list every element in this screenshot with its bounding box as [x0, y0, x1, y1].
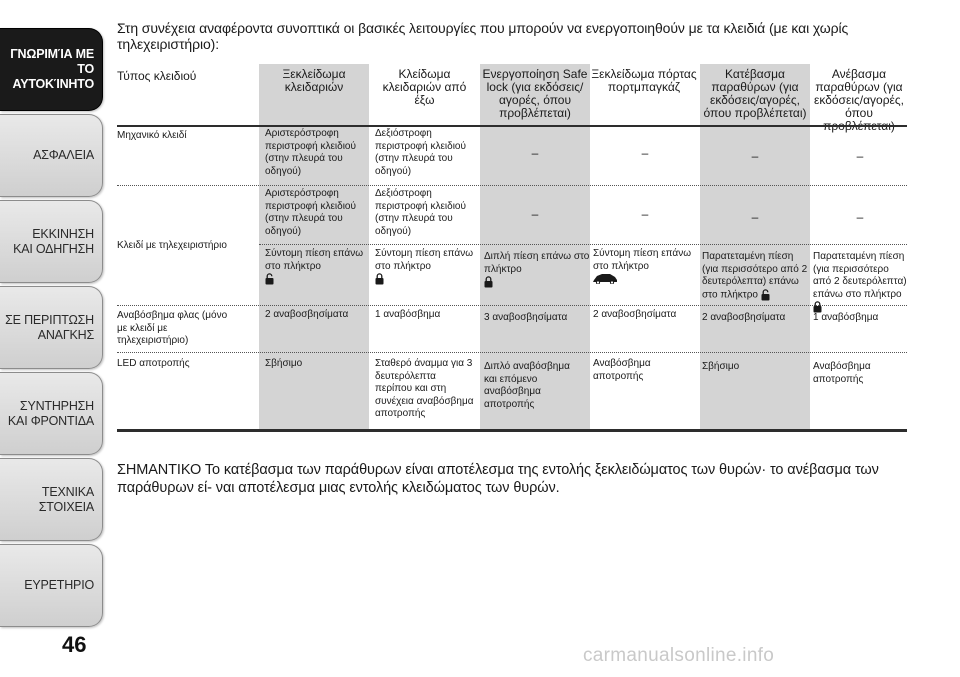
header-safe-lock: Ενεργοποίηση Safe lock (για εκδόσεις/ αγορές, όπου προβλέπεται) — [482, 67, 588, 120]
cell-press-trunk — [593, 248, 697, 273]
tab-technical-data[interactable]: ΤΕΧΝΙΚΑ ΣΤΟΙΧΕΙΑ — [0, 458, 103, 541]
key-functions-table — [117, 64, 907, 432]
press-text: Παρατεταμένη πίεση (για περισσότερο από 2 δευτερόλεπτα) επάνω στο πλήκτρο — [702, 251, 808, 301]
cell-press-windows-up — [813, 251, 907, 314]
cell-mech-lock: Δεξιόστροφη περιστροφή κλειδιού (στην πλευρά του οδηγού) — [375, 128, 466, 177]
cell-flash-unlock: 2 αναβοσβησίματα — [265, 309, 349, 320]
intro-text: Στη συνέχεια αναφέροντα συνοπτικά οι βασικές λειτουργίες που μπορούν να ενεργοποιηθούν με τα κλειδιά (με και χωρίς τηλεχειριστήριο): — [117, 20, 849, 52]
cell-dash: – — [531, 207, 539, 221]
header-trunk-unlock: Ξεκλείδωμα πόρτας πορτμπαγκάζ — [591, 67, 697, 94]
header-divider — [117, 125, 907, 127]
header-windows-down: Κατέβασμα παραθύρων (για εκδόσεις/αγορές, όπου προβλέπεται) — [703, 67, 807, 120]
cell-dash: – — [856, 149, 864, 163]
cell-led-trunk: Αναβόσβημα αποτροπής — [593, 358, 651, 382]
cell-led-windows-down: Σβήσιμο — [702, 361, 740, 372]
press-text: Διπλή πίεση επάνω στο πλήκτρο — [484, 251, 590, 275]
cell-dash: – — [641, 207, 649, 221]
press-text: Σύντομη πίεση επάνω στο πλήκτρο — [593, 248, 692, 272]
row-divider — [259, 244, 907, 245]
tab-index[interactable]: ΕΥΡΕΤΗΡΙΟ — [0, 544, 103, 627]
cell-dash: – — [641, 146, 649, 160]
unlock-button-icon — [265, 273, 274, 285]
cell-press-safe-lock — [484, 251, 590, 289]
press-text: Σύντομη πίεση επάνω στο πλήκτρο — [375, 248, 474, 272]
cell-dash: – — [531, 146, 539, 160]
car-trunk-icon — [592, 272, 618, 284]
row-divider — [117, 185, 907, 186]
row-label-flash: Αναβόσβημα φλας (μόνο με κλειδί με τηλεχειριστήριο) — [117, 310, 228, 346]
cell-mech-unlock: Αριστερόστροφη περιστροφή κλειδιού (στην πλευρά του οδηγού) — [265, 128, 356, 177]
cell-press-windows-down — [702, 251, 810, 302]
cell-remote-key-unlock: Αριστερόστροφη περιστροφή κλειδιού (στην πλευρά του οδηγού) — [265, 188, 356, 237]
cell-led-unlock: Σβήσιμο — [265, 358, 303, 369]
cell-led-windows-up: Αναβόσβημα αποτροπής — [813, 361, 871, 385]
cell-flash-windows-up: 1 αναβόσβημα — [813, 312, 879, 323]
watermark: carmanualsonline.info — [583, 645, 775, 666]
cell-dash: – — [751, 149, 759, 163]
cell-remote-key-lock: Δεξιόστροφη περιστροφή κλειδιού (στην πλευρά του οδηγού) — [375, 188, 466, 237]
header-lock-outside: Κλείδωμα κλειδαριών από έξω — [382, 67, 467, 107]
lock-button-icon — [375, 273, 384, 285]
tab-safety[interactable]: ΑΣΦΑΛΕΙΑ — [0, 114, 103, 197]
row-divider — [117, 352, 907, 353]
cell-flash-lock: 1 αναβόσβημα — [375, 309, 441, 320]
cell-dash: – — [751, 210, 759, 224]
cell-flash-windows-down: 2 αναβοσβησίματα — [702, 312, 786, 323]
row-label-remote-key: Κλειδί με τηλεχειριστήριο — [117, 240, 227, 251]
column-shade — [259, 64, 369, 430]
press-text: Παρατεταμένη πίεση (για περισσότερο από 2 δευτερόλεπτα) επάνω στο πλήκτρο — [813, 251, 907, 300]
tab-starting-driving[interactable]: ΕΚΚΙΝΗΣΗ ΚΑΙ ΟΔΗΓΗΣΗ — [0, 200, 103, 283]
header-unlock: Ξεκλείδωμα κλειδαριών — [282, 67, 346, 94]
tab-getting-to-know-car[interactable]: ΓΝΩΡΙΜΊΑ ΜΕ ΤΟ ΑΥΤΟΚΊΝΗΤΟ — [0, 28, 103, 111]
header-windows-up: Ανέβασμα παραθύρων (για εκδόσεις/αγορές, όπου προβλέπεται) — [814, 67, 904, 133]
tab-maintenance[interactable]: ΣΥΝΤΗΡΗΣΗ ΚΑΙ ΦΡΟΝΤΙΔΑ — [0, 372, 103, 455]
lock-button-icon — [484, 276, 493, 288]
tab-emergency[interactable]: ΣΕ ΠΕΡΙΠΤΩΣΗ ΑΝΑΓΚΗΣ — [0, 286, 103, 369]
page-number: 46 — [62, 632, 87, 657]
unlock-button-icon — [761, 289, 770, 301]
cell-flash-trunk: 2 αναβοσβησίματα — [593, 309, 677, 320]
cell-dash: – — [856, 210, 864, 224]
header-key-type: Τύπος κλειδιού — [117, 69, 197, 83]
row-label-mechanical-key: Μηχανικό κλειδί — [117, 130, 187, 141]
cell-press-lock — [375, 248, 475, 286]
cell-led-safe-lock: Διπλό αναβόσβημα και επόμενο αναβόσβημα αποτροπής — [484, 361, 570, 410]
table-bottom-rule — [117, 429, 907, 432]
cell-led-lock: Σταθερό άναμμα για 3 δευτερόλεπτα περίπου και στη συνέχεια αναβόσβημα αποτροπής — [375, 358, 474, 419]
cell-flash-safe-lock: 3 αναβοσβησίματα — [484, 312, 568, 323]
important-note: ΣΗΜΑΝΤΙΚΟ Το κατέβασμα των παράθυρων είναι αποτέλεσμα της εντολής ξεκλειδώματος των θυρών· το ανέβασμα των παράθυρων εί- ναι αποτέλεσμα μιας εντολής κλειδώματος των θυρών. — [117, 462, 879, 496]
row-divider — [117, 305, 907, 306]
row-label-led: LED αποτροπής — [117, 358, 190, 369]
cell-press-unlock — [265, 248, 365, 286]
press-text: Σύντομη πίεση επάνω στο πλήκτρο — [265, 248, 364, 272]
